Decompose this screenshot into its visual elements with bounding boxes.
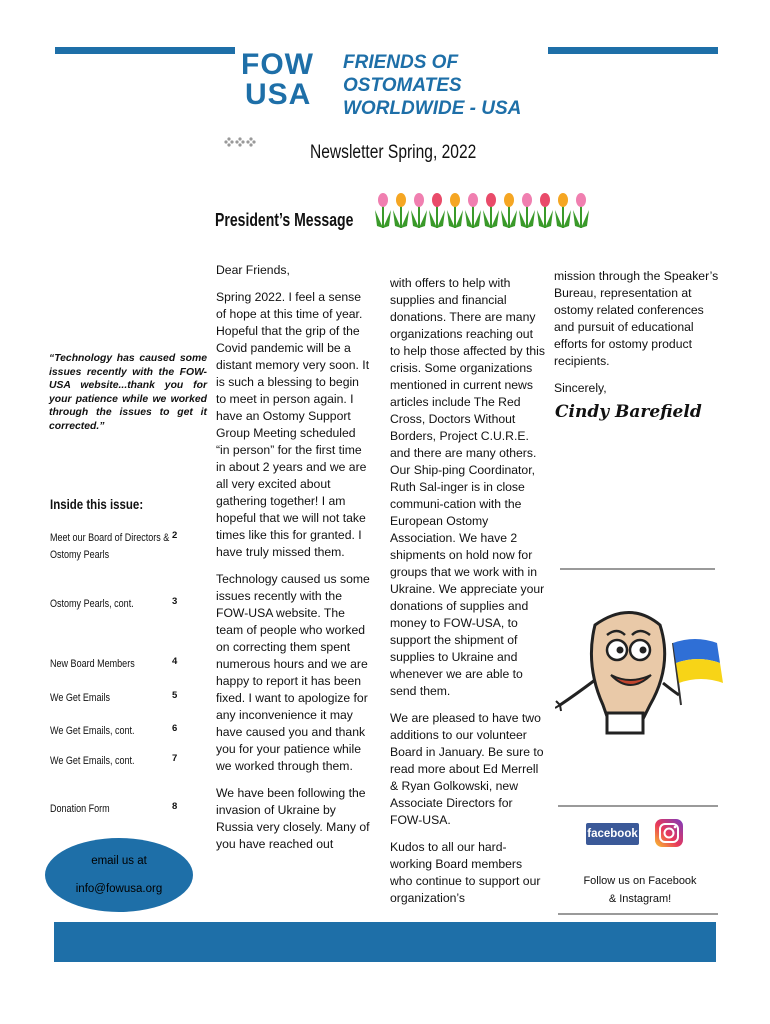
column2-paragraph: We are pleased to have two additions to our volunteer Board in January. Be sure to read more about Ed Merrell & Ryan Golkowski, new Associate Directors for FOW-USA. (390, 711, 544, 827)
facebook-label: facebook (587, 828, 638, 840)
toc-item-page: 4 (172, 656, 178, 667)
presidents-message-title: President’s Message (215, 210, 354, 230)
signature: Cindy Barefield (555, 402, 702, 422)
logo-text-usa: USA (245, 78, 312, 111)
column2-paragraph: Kudos to all our hard-working Board members who continue to support our organization’s (390, 840, 541, 905)
divider (558, 805, 718, 807)
column2-paragraph: with offers to help with supplies and financial donations. There are many organizations reaching out to help those affected by this crisis. Some organizations mentioned in current news articles include The Red Cross, Doctors Without Borders, Project C.U.R.E. and there are many others. Our Ship-ping Coordinator, Ruth Sal-inger is in close communi-cation with the European Ostomy Association. We have 2 shipments on hold now for groups that we work with in Ukraine. We appreciate your donations of supplies and money to FOW-USA, to support the shipment of supplies to Ukraine and whenever we are able to send them. (390, 276, 545, 698)
toc-item-label[interactable]: We Get Emails, cont. (50, 755, 135, 767)
toc-item-page: 2 (172, 530, 178, 541)
newsletter-title: Newsletter Spring, 2022 (310, 142, 477, 163)
greeting: Dear Friends, (216, 263, 290, 277)
closing: Sincerely, (554, 381, 607, 395)
org-name-line1: FRIENDS OF (343, 52, 459, 73)
ostomy-mascot-with-ukraine-flag (555, 595, 725, 740)
toc-item-page: 3 (172, 596, 178, 607)
ukraine-flag-yellow (676, 659, 723, 683)
toc-item-label[interactable]: We Get Emails, cont. (50, 725, 135, 737)
follow-us-text (565, 872, 715, 908)
org-name-line2: OSTOMATES (343, 75, 462, 96)
toc-item-page: 8 (172, 801, 178, 812)
pull-quote: “Technology has caused some issues recently with the FOW-USA website...thank you for your patience while we worked through the issues to get it corrected.” (49, 353, 207, 432)
header-bar-left (55, 47, 235, 54)
email-contact-badge[interactable] (45, 838, 193, 912)
toc-item-label[interactable]: New Board Members (50, 658, 135, 670)
email-address-link[interactable]: info@fowusa.org (75, 883, 163, 895)
footer-bar (54, 922, 716, 962)
column1-paragraph: Spring 2022. I feel a sense of hope at this time of year. Hopeful that the grip of the Covid pandemic will be a distant memory very soon. It is such a blessing to begin to meet in person again. I have an Ostomy Support Group Meeting scheduled “in person” for the first time in about 2 years and we are all very excited about gathering together! I am hopeful that we will not take times like this for granted. I have truly missed them. (216, 290, 370, 559)
org-name-line3: WORLDWIDE - USA (343, 98, 522, 119)
toc-item-label[interactable]: Meet our Board of Directors & Ostomy Pearls (50, 532, 170, 561)
mascot-base (607, 713, 643, 733)
org-name (343, 51, 563, 120)
toc-item-label[interactable]: Ostomy Pearls, cont. (50, 598, 134, 610)
instagram-icon[interactable] (654, 818, 684, 848)
arrows-icon (222, 133, 262, 151)
divider (560, 568, 715, 570)
tulips-icon (375, 190, 593, 230)
column-2 (390, 275, 546, 917)
column1-paragraph: We have been following the invasion of Ukraine by Russia very closely. Many of you have reached out (216, 786, 370, 851)
follow-line-2: & Instagram! (608, 893, 672, 905)
toc-title: Inside this issue: (50, 496, 144, 512)
toc-item-label[interactable]: Donation Form (50, 803, 110, 815)
header-bar-right (548, 47, 718, 54)
column3-paragraph: mission through the Speaker’s Bureau, representation at ostomy related conferences and pursuit of educational efforts for ostomy product recipients. (554, 269, 719, 368)
toc-item-page: 7 (172, 753, 178, 764)
toc-item-page: 5 (172, 690, 178, 701)
email-label: email us at (91, 855, 147, 867)
column-1 (216, 262, 371, 863)
follow-line-1: Follow us on Facebook (583, 875, 697, 887)
fow-usa-logo (241, 50, 331, 120)
column1-paragraph: Technology caused us some issues recently with the FOW-USA website. The team of people who worked on correcting them spent numerous hours and we are happy to report it has been fixed. I want to apologize for any inconvenience it may have caused you and thank you for your patience while we worked through them. (216, 572, 370, 773)
facebook-icon[interactable] (586, 823, 639, 845)
toc-item-label[interactable]: We Get Emails (50, 692, 110, 704)
logo-text-fow: FOW (241, 48, 314, 81)
toc-item-page: 6 (172, 723, 178, 734)
column-3 (554, 268, 724, 407)
divider (558, 913, 718, 915)
mascot-body (591, 613, 664, 726)
